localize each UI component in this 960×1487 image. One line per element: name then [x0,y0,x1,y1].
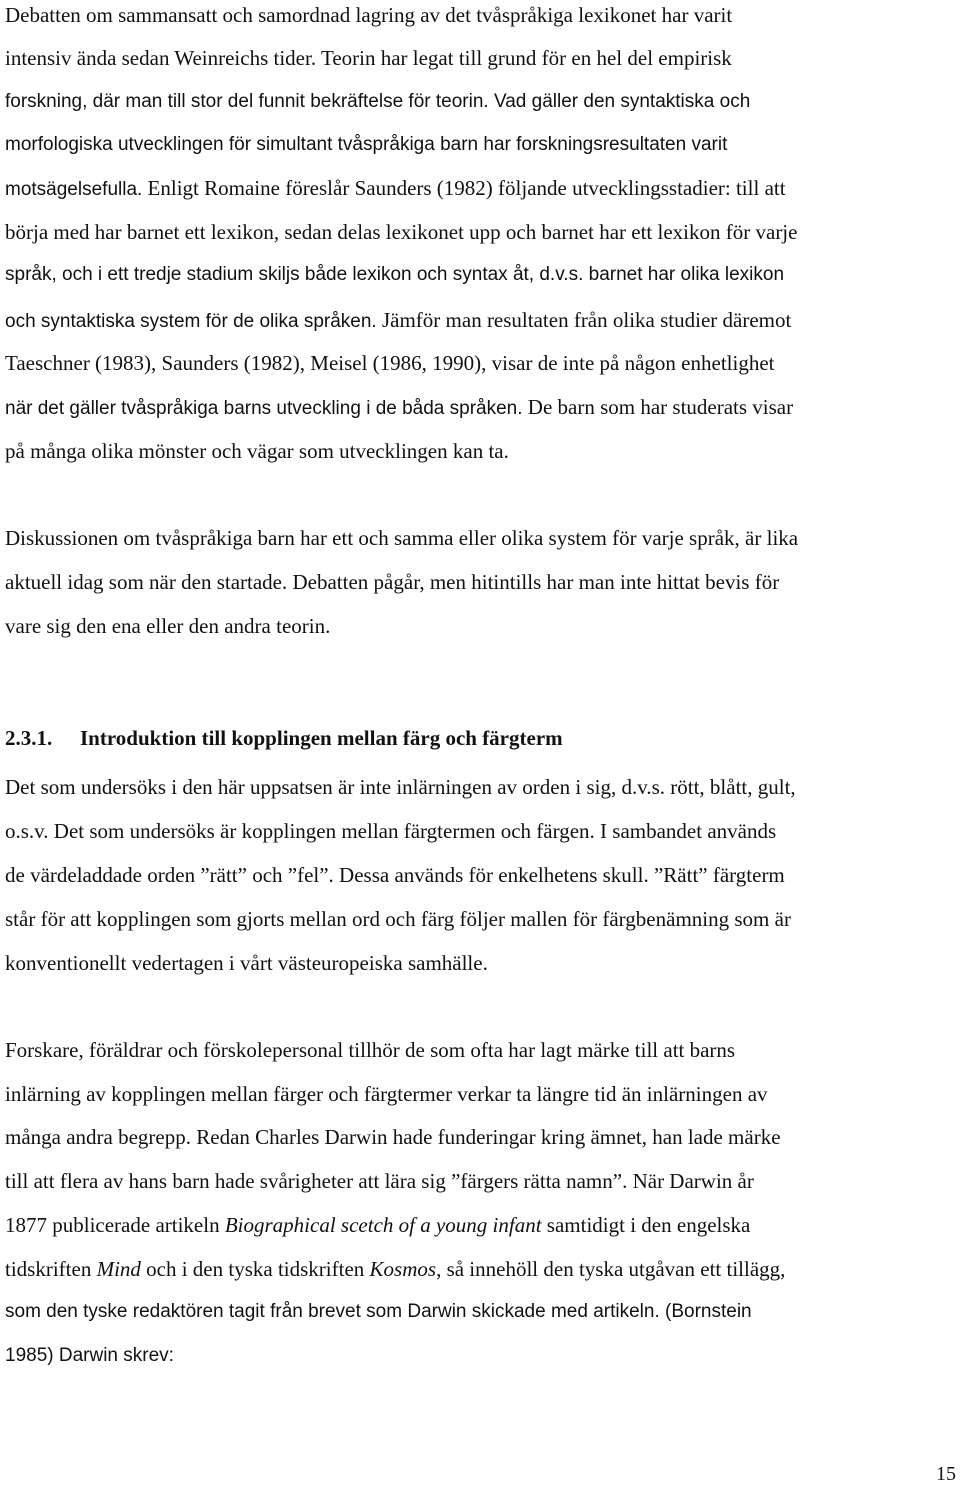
text-line: börja med har barnet ett lexikon, sedan delas lexikonet upp och barnet har ett lexikon för varje [5,220,798,244]
text-line: o.s.v. Det som undersöks är kopplingen mellan färgtermen och färgen. I sambandet används [5,819,777,843]
text-line: aktuell idag som när den startade. Debatten pågår, men hitintills har man inte hittat bevis för [5,570,780,594]
text-line: Forskare, föräldrar och förskolepersonal tillhör de som ofta har lagt märke till att barns [5,1038,736,1062]
text-line: när det gäller tvåspråkiga barns utveckling i de båda språken. De barn som har studerats visar [5,395,794,419]
journal-name-kosmos: Kosmos [369,1257,437,1281]
text-line: till att flera av hans barn hade svårigheter att lära sig ”färgers rätta namn”. När Darwin år [5,1169,754,1193]
text-line: språk, och i ett tredje stadium skiljs både lexikon och syntax åt, d.v.s. barnet har olika lexikon [5,264,785,285]
text-line: och syntaktiska system för de olika språken. Jämför man resultaten från olika studier däremot [5,308,792,332]
text-line: Taeschner (1983), Saunders (1982), Meisel (1986, 1990), visar de inte på någon enhetlighet [5,351,775,375]
section-title: Introduktion till kopplingen mellan färg och färgterm [80,726,563,750]
text-line: forskning, där man till stor del funnit bekräftelse för teorin. Vad gäller den syntaktiska och [5,91,751,112]
article-title: Biographical scetch of a young infant [224,1213,542,1237]
text-line: på många olika mönster och vägar som utvecklingen kan ta. [5,439,509,463]
text-line: står för att kopplingen som gjorts mellan ord och färg följer mallen för färgbenämning som är [5,907,791,931]
text-line: tidskriften Mind och i den tyska tidskriften Kosmos, så innehöll den tyska utgåvan ett tillägg, [5,1257,786,1281]
text-line: intensiv ända sedan Weinreichs tider. Teorin har legat till grund för en hel del empirisk [5,46,732,70]
text-line: morfologiska utvecklingen för simultant tvåspråkiga barn har forskningsresultaten varit [5,134,728,155]
text-line: 1985) Darwin skrev: [5,1345,174,1366]
text-line: inlärning av kopplingen mellan färger och färgtermer verkar ta längre tid än inlärningen av [5,1082,768,1106]
text-line: 1877 publicerade artikeln Biographical scetch of a young infant samtidigt i den engelska [5,1213,751,1237]
text-line: konventionellt vedertagen i vårt västeuropeiska samhälle. [5,951,488,975]
journal-name-mind: Mind [96,1257,141,1281]
text-line: som den tyske redaktören tagit från brevet som Darwin skickade med artikeln. (Bornstein [5,1301,752,1322]
text-line: vare sig den ena eller den andra teorin. [5,614,331,638]
section-heading [5,724,563,752]
text-line: motsägelsefulla. Enligt Romaine föreslår Saunders (1982) följande utvecklingsstadier: till att [5,176,786,200]
text-line: Det som undersöks i den här uppsatsen är inte inlärningen av orden i sig, d.v.s. rött, blått, gult, [5,775,796,799]
text-line: många andra begrepp. Redan Charles Darwin hade funderingar kring ämnet, han lade märke [5,1125,781,1149]
text-line: Debatten om sammansatt och samordnad lagring av det tvåspråkiga lexikonet har varit [5,3,733,27]
text-line: de värdeladdade orden ”rätt” och ”fel”. Dessa används för enkelhetens skull. ”Rätt” färgterm [5,863,785,887]
text-line: Diskussionen om tvåspråkiga barn har ett och samma eller olika system för varje språk, är lika [5,526,799,550]
page-number: 15 [936,1463,956,1485]
section-number: 2.3.1. [5,726,53,750]
